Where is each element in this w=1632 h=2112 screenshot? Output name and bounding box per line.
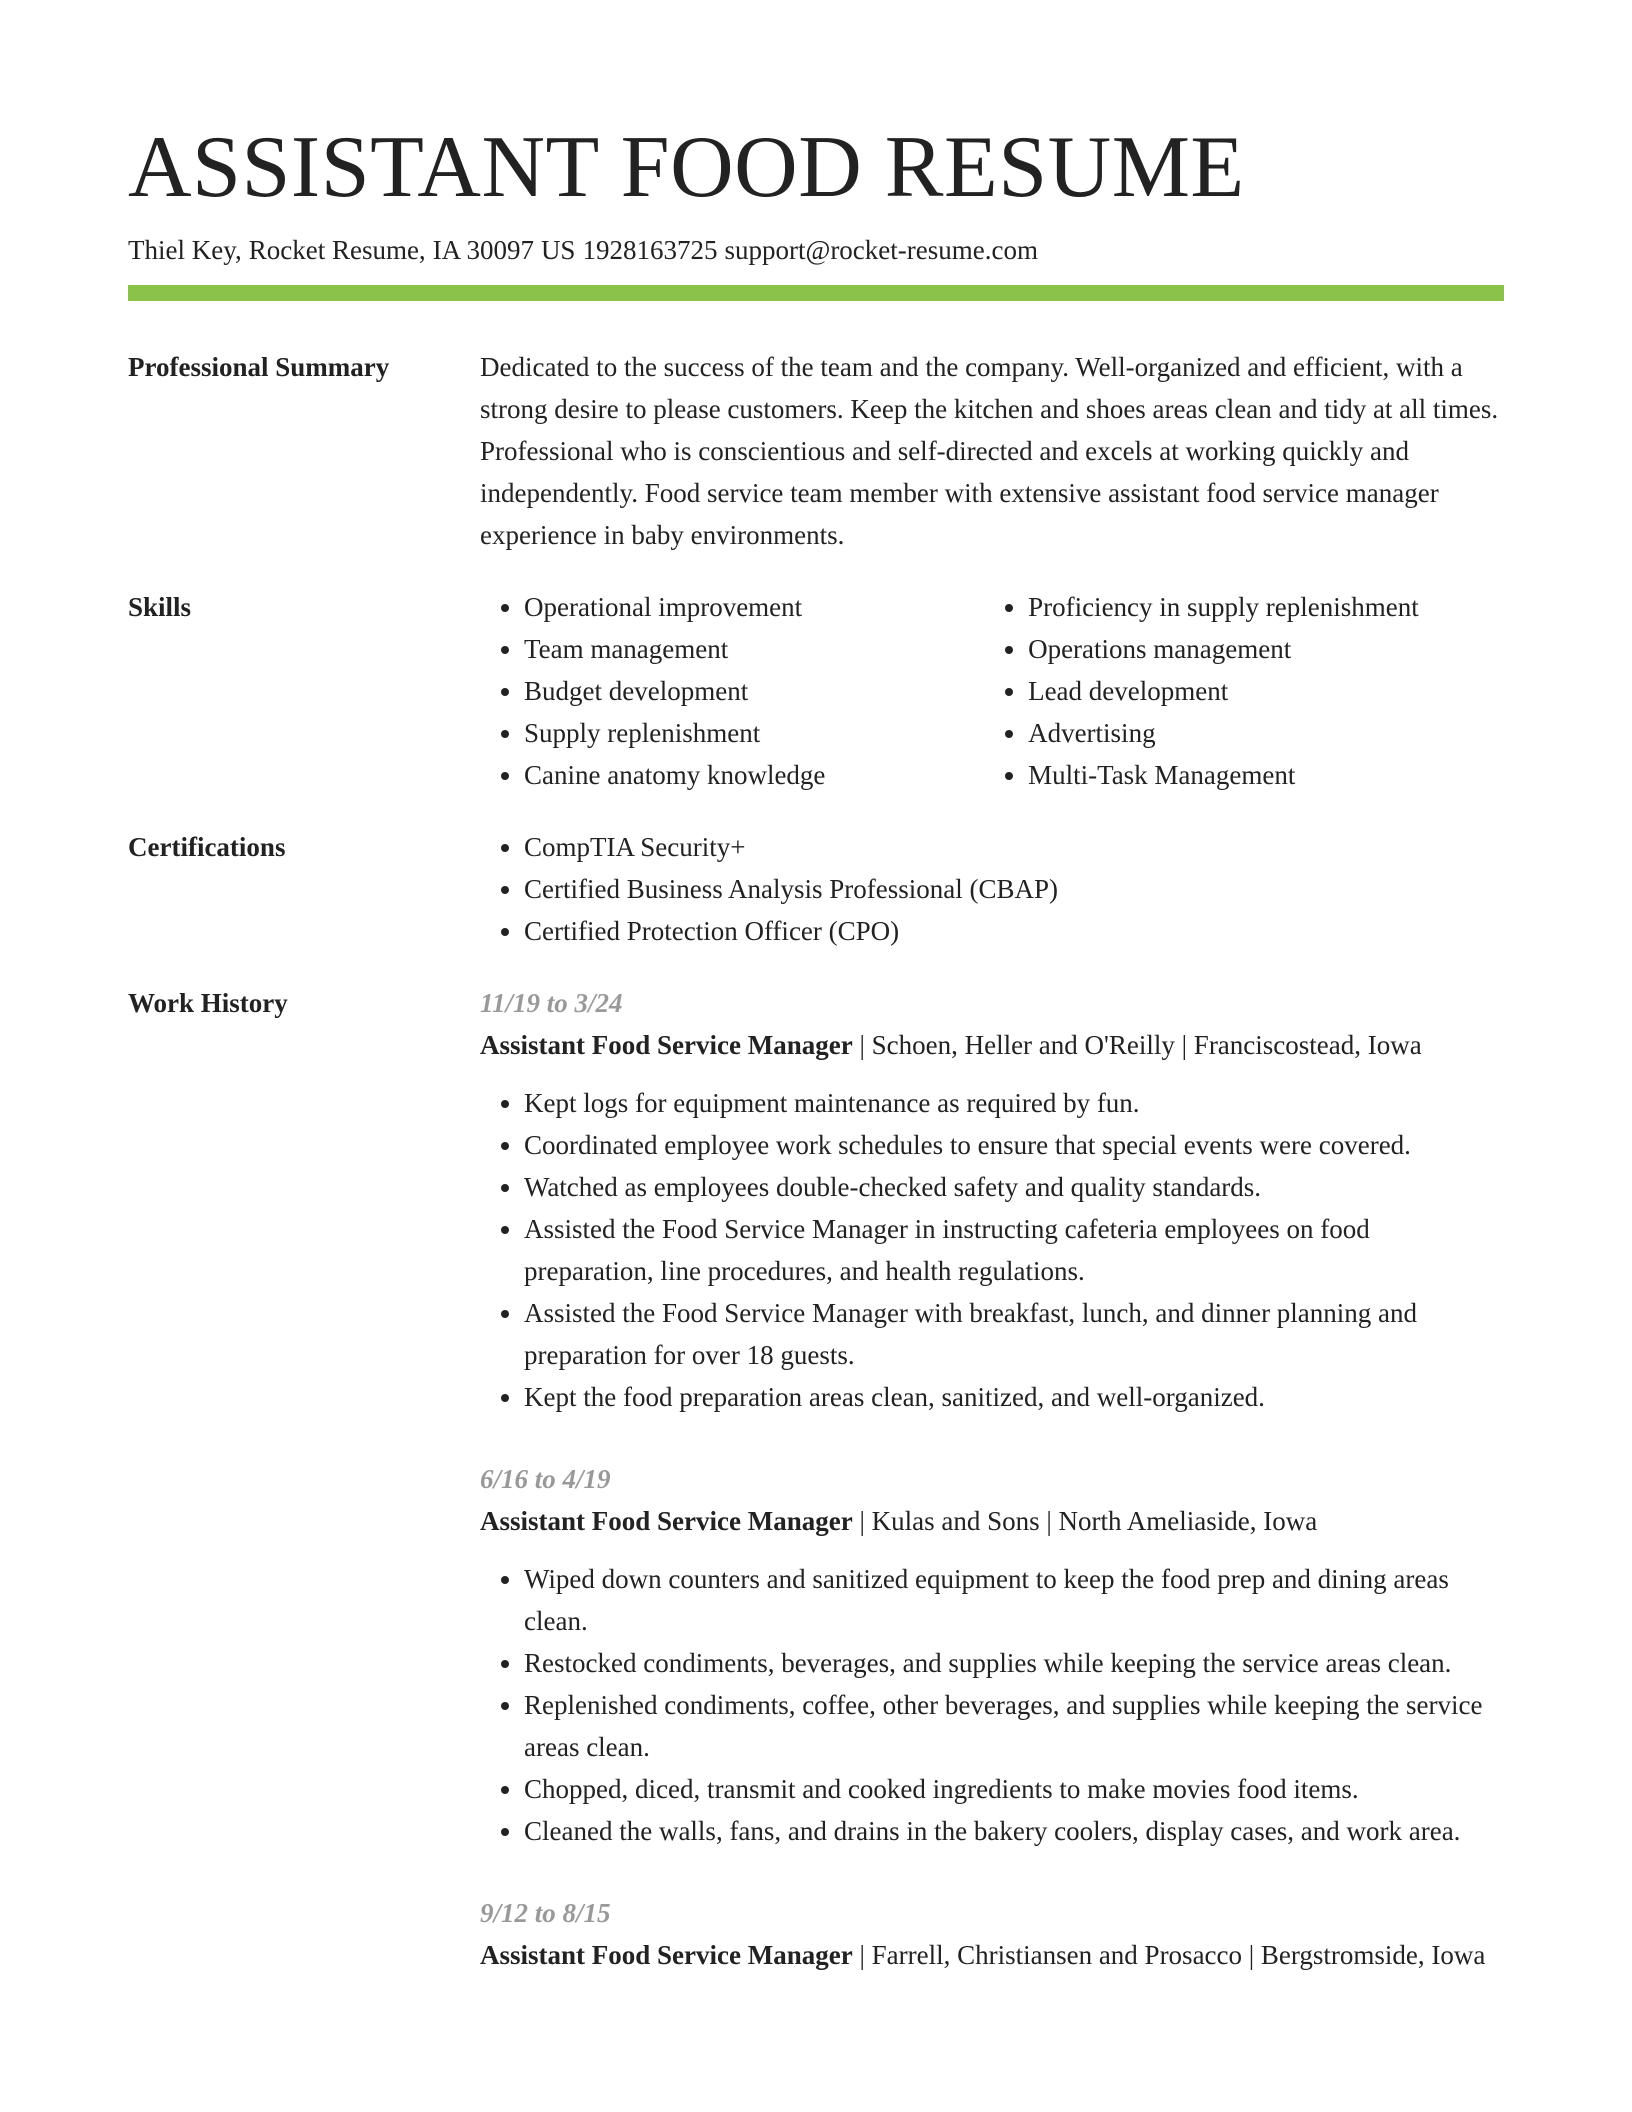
certification-item: • Certified Business Analysis Professional (CBAP) <box>524 868 1504 910</box>
work-history-content <box>480 982 1504 1976</box>
job-bullet: • Wiped down counters and sanitized equipment to keep the food prep and dining areas clean. <box>524 1558 1504 1642</box>
job-bullet: • Kept the food preparation areas clean, sanitized, and well-organized. <box>524 1376 1504 1418</box>
job-title: Assistant Food Service Manager <box>480 1506 853 1536</box>
certifications-heading: Certifications <box>128 832 286 862</box>
job-dates: 6/16 to 4/19 <box>480 1464 611 1494</box>
skills-list-right <box>980 586 1504 796</box>
contact-phone: 1928163725 <box>582 235 718 265</box>
contact-line <box>128 232 1038 268</box>
skills-list-left <box>480 586 980 796</box>
accent-divider <box>128 285 1504 301</box>
job-dates: 11/19 to 3/24 <box>480 988 623 1018</box>
job-entry <box>480 982 1504 1418</box>
summary-heading: Professional Summary <box>128 352 390 382</box>
job-details: | Schoen, Heller and O'Reilly | Franciscostead, Iowa <box>852 1030 1422 1060</box>
job-details: | Kulas and Sons | North Ameliaside, Iowa <box>852 1506 1318 1536</box>
contact-name: Thiel Key, <box>128 235 242 265</box>
job-bullet: • Restocked condiments, beverages, and supplies while keeping the service areas clean. <box>524 1642 1504 1684</box>
job-entry <box>480 1892 1504 1976</box>
job-bullet: • Cleaned the walls, fans, and drains in the bakery coolers, display cases, and work area. <box>524 1810 1504 1852</box>
job-bullet: • Assisted the Food Service Manager with breakfast, lunch, and dinner planning and preparation for over 18 guests. <box>524 1292 1504 1376</box>
job-bullet: • Watched as employees double-checked safety and quality standards. <box>524 1166 1504 1208</box>
job-bullet: • Coordinated employee work schedules to ensure that special events were covered. <box>524 1124 1504 1166</box>
skill-item: • Advertising <box>1028 712 1504 754</box>
certification-item: • CompTIA Security+ <box>524 826 1504 868</box>
contact-city: Rocket Resume, <box>248 235 426 265</box>
skill-item: • Canine anatomy knowledge <box>524 754 980 796</box>
job-bullet: • Assisted the Food Service Manager in instructing cafeteria employees on food preparation, line procedures, and health regulations. <box>524 1208 1504 1292</box>
certifications-content <box>480 826 1504 952</box>
job-details: | Farrell, Christiansen and Prosacco | Bergstromside, Iowa <box>852 1940 1486 1970</box>
work-history-heading: Work History <box>128 988 288 1018</box>
resume-title: ASSISTANT FOOD RESUME <box>128 119 1245 216</box>
job-bullets <box>480 1082 1504 1418</box>
job-bullet: • Chopped, diced, transmit and cooked ingredients to make movies food items. <box>524 1768 1504 1810</box>
job-heading <box>480 1024 1504 1066</box>
certification-item: • Certified Protection Officer (CPO) <box>524 910 1504 952</box>
job-heading <box>480 1934 1504 1976</box>
summary-content <box>480 346 1504 556</box>
summary-text: Dedicated to the success of the team and the company. Well-organized and efficient, with a strong desire to please customers. Keep the kitchen and shoes areas clean and tidy at all times. Professional who is conscientious and self-directed and excels at working quickly and independently. Food service team member with extensive assistant food service manager experience in baby environments. <box>480 352 1499 550</box>
job-heading <box>480 1500 1504 1542</box>
job-entry <box>480 1458 1504 1852</box>
job-dates: 9/12 to 8/15 <box>480 1898 611 1928</box>
skills-content <box>480 586 1504 796</box>
skill-item: • Operations management <box>1028 628 1504 670</box>
skill-item: • Multi-Task Management <box>1028 754 1504 796</box>
job-bullets <box>480 1558 1504 1852</box>
contact-state-zip: IA 30097 <box>432 235 534 265</box>
skills-heading: Skills <box>128 592 192 622</box>
job-title: Assistant Food Service Manager <box>480 1940 853 1970</box>
skill-item: • Operational improvement <box>524 586 980 628</box>
certifications-list <box>480 826 1504 952</box>
skill-item: • Supply replenishment <box>524 712 980 754</box>
contact-email: support@rocket-resume.com <box>724 235 1038 265</box>
job-bullet: • Replenished condiments, coffee, other beverages, and supplies while keeping the service areas clean. <box>524 1684 1504 1768</box>
contact-country: US <box>540 235 576 265</box>
skill-item: • Lead development <box>1028 670 1504 712</box>
skill-item: • Budget development <box>524 670 980 712</box>
skill-item: • Team management <box>524 628 980 670</box>
job-bullet: • Kept logs for equipment maintenance as required by fun. <box>524 1082 1504 1124</box>
skill-item: • Proficiency in supply replenishment <box>1028 586 1504 628</box>
job-title: Assistant Food Service Manager <box>480 1030 853 1060</box>
